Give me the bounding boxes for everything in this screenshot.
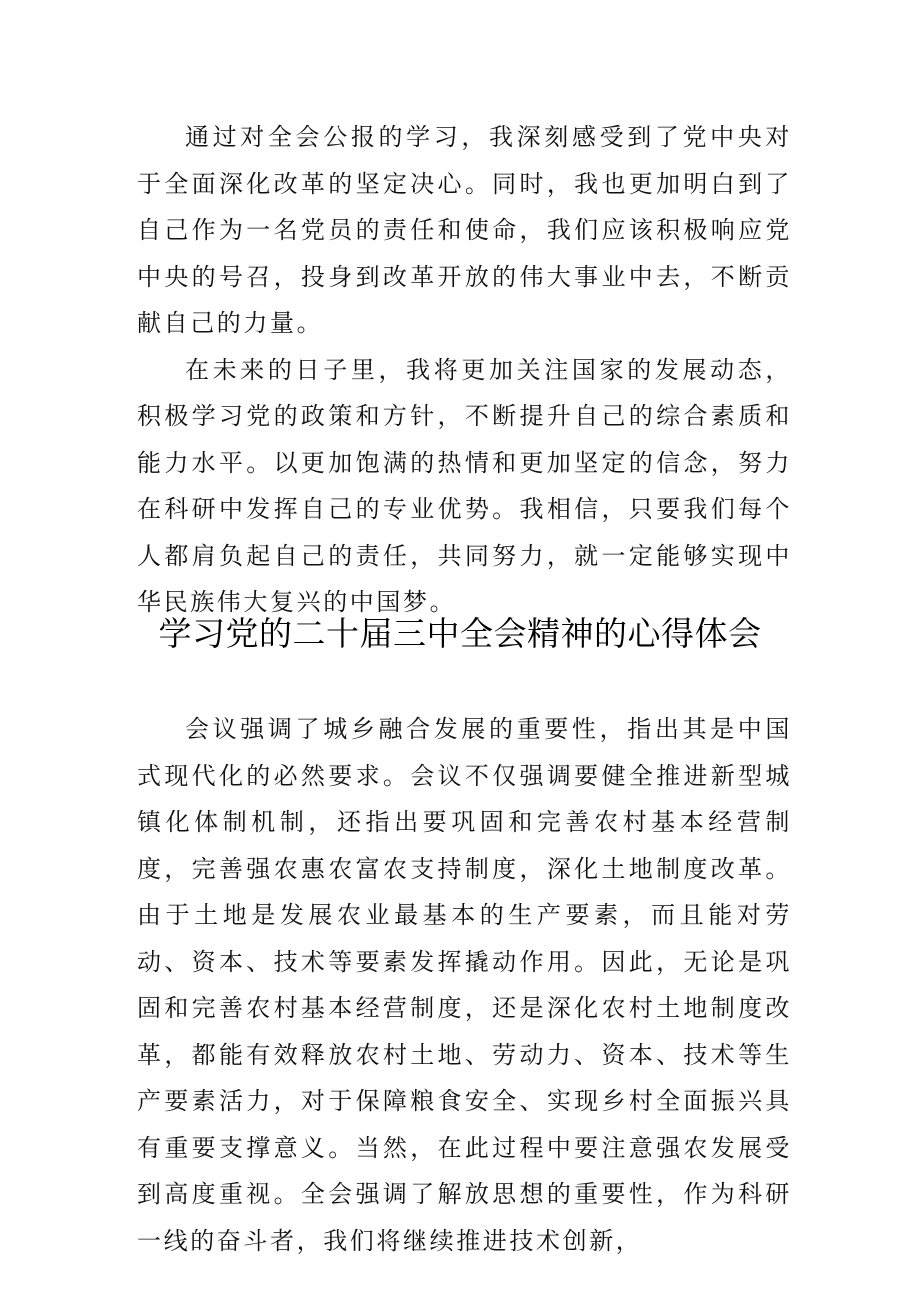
top-text-section [137, 114, 792, 626]
paragraph-future-plans: 在未来的日子里，我将更加关注国家的发展动态，积极学习党的政策和方针，不断提升自己的综合素质和能力水平。以更加饱满的热情和更加坚定的信念，努力在科研中发挥自己的专业优势。我相信，只要我们每个人都肩负起自己的责任，共同努力，就一定能够实现中华民族伟大复兴的中国梦。 [137, 355, 792, 616]
article-heading: 学习党的二十届三中全会精神的心得体会 [158, 614, 762, 653]
paragraph-urban-rural-integration: 会议强调了城乡融合发展的重要性，指出其是中国式现代化的必然要求。会议不仅强调要健全推进新型城镇化体制机制，还指出要巩固和完善农村基本经营制度，完善强农惠农富农支持制度，深化土地制度改革。由于土地是发展农业最基本的生产要素，而且能对劳动、资本、技术等要素发挥撬动作用。因此，无论是巩固和完善农村基本经营制度，还是深化农村土地制度改革，都能有效释放农村土地、劳动力、资本、技术等生产要素活力，对于保障粮食安全、实现乡村全面振兴具有重要支撑意义。当然，在此过程中要注意强农发展受到高度重视。全会强调了解放思想的重要性，作为科研一线的奋斗者，我们将继续推进技术创新， [137, 715, 792, 1255]
bottom-text-section [137, 706, 792, 1264]
paragraph-reform-determination: 通过对全会公报的学习，我深刻感受到了党中央对于全面深化改革的坚定决心。同时，我也更加明白到了自己作为一名党员的责任和使命，我们应该积极响应党中央的号召，投身到改革开放的伟大事业中去，不断贡献自己的力量。 [137, 123, 792, 337]
